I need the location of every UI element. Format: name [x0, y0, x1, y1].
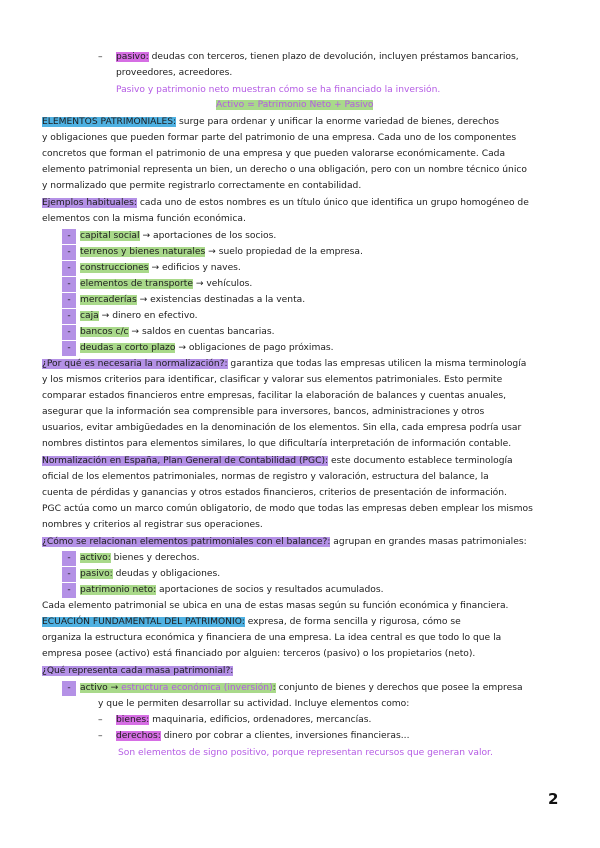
pgc-heading: Normalización en España, Plan General de Contabilidad (PGC):: [42, 456, 329, 466]
normalizacion-text-2: y los mismos criterios para identificar, clasificar y valorar sus elementos patrimoniales. Esto permite: [42, 375, 503, 385]
equation-line: [216, 98, 373, 114]
list-item: [62, 309, 198, 325]
derechos-text: dinero por cobrar a clientes, inversiones financieras...: [160, 731, 410, 741]
equation: Activo = Patrimonio Neto + Pasivo: [216, 100, 374, 110]
page-number: 2: [548, 790, 559, 808]
item-term: elementos de transporte: [80, 279, 193, 289]
masas-heading: ¿Qué representa cada masa patrimonial?:: [42, 666, 234, 676]
list-item: [62, 293, 305, 309]
ejemplos-text-2: elementos con la misma función económica.: [42, 214, 246, 224]
bullet-dash: -: [62, 681, 76, 696]
elementos-text: surge para ordenar y unificar la enorme variedad de bienes, derechos: [176, 117, 499, 127]
item-text: → suelo propiedad de la empresa.: [205, 247, 363, 257]
item-text: → obligaciones de pago próximas.: [175, 343, 334, 353]
item-text: → saldos en cuentas bancarias.: [128, 327, 275, 337]
item-term: mercaderías: [80, 295, 137, 305]
elementos-text-2: y obligaciones que pueden formar parte del patrimonio de una empresa. Cada uno de los componentes: [42, 133, 517, 143]
normalizacion-heading: ¿Por qué es necesaria la normalización?:: [42, 359, 228, 369]
normalizacion-text-3: comparar estados financieros entre empresas, facilitar la elaboración de balances y cuentas anuales,: [42, 391, 507, 401]
pgc-text-5: nombres y criterios al registrar sus operaciones.: [42, 520, 263, 530]
bullet-dash: -: [62, 325, 76, 340]
list-item: [62, 245, 363, 261]
bullet-dash: -: [62, 551, 76, 566]
item-term: construcciones: [80, 263, 149, 273]
bullet-dash: -: [62, 261, 76, 276]
activo-colon: :: [272, 683, 276, 693]
derechos-term: derechos:: [116, 731, 161, 741]
activo-text-2: y que le permiten desarrollar su actividad. Incluye elementos como:: [98, 699, 410, 709]
item-text: → vehículos.: [192, 279, 253, 289]
bullet-dash: -: [62, 293, 76, 308]
bullet-dash: –: [98, 731, 103, 741]
ecuacion-text-2: organiza la estructura económica y financiera de una empresa. La idea central es que todo lo que la: [42, 633, 502, 643]
bullet-dash: -: [62, 567, 76, 582]
list-item: [62, 325, 275, 341]
ejemplos-heading: Ejemplos habituales:: [42, 198, 138, 208]
bullet-dash: -: [62, 229, 76, 244]
bullet-dash: -: [62, 245, 76, 260]
ecuacion-text: expresa, de forma sencilla y rigurosa, cómo se: [244, 617, 461, 627]
pgc-text-3: cuenta de pérdidas y ganancias y otros estados financieros, criterios de presentación de información.: [42, 488, 507, 498]
activo-text: conjunto de bienes y derechos que posee la empresa: [275, 683, 523, 693]
bullet-dash: -: [62, 341, 76, 356]
item-term: terrenos y bienes naturales: [80, 247, 206, 257]
item-text: aportaciones de socios y resultados acumulados.: [156, 585, 384, 595]
item-text: → dinero en efectivo.: [98, 311, 198, 321]
ecuacion-text-3: empresa posee (activo) está financiado por alguien: terceros (pasivo) o los propietarios (neto).: [42, 649, 476, 659]
list-item: [62, 341, 334, 357]
item-term: activo:: [80, 553, 111, 563]
item-text: bienes y derechos.: [110, 553, 200, 563]
elementos-text-5: y normalizado que permite registrarlo correctamente en contabilidad.: [42, 181, 362, 191]
pasivo-text: deudas con terceros, tienen plazo de devolución, incluyen préstamos bancarios,: [148, 52, 519, 62]
list-item: [62, 229, 276, 245]
bullet-dash: -: [62, 277, 76, 292]
activo-highlight: [80, 683, 276, 693]
list-item: [62, 277, 252, 293]
normalizacion-text-6: nombres distintos para elementos similares, lo que dificultaría interpretación de información contable.: [42, 439, 512, 449]
item-text: → existencias destinadas a la venta.: [136, 295, 306, 305]
normalizacion-text: garantiza que todas las empresas utilicen la misma terminología: [227, 359, 527, 369]
arrow: →: [107, 683, 122, 693]
masas-heading-line: [42, 664, 233, 680]
bullet-dash: -: [62, 309, 76, 324]
financing-note: Pasivo y patrimonio neto muestran cómo se ha financiado la inversión.: [116, 85, 441, 95]
list-item: [62, 261, 241, 277]
pasivo-term: pasivo:: [116, 52, 149, 62]
normalizacion-text-4: asegurar que la información sea comprensible para inversores, bancos, administraciones y otros: [42, 407, 485, 417]
item-text: → edificios y naves.: [148, 263, 241, 273]
bullet-dash: -: [62, 583, 76, 598]
normalizacion-paragraph: [42, 357, 526, 373]
activo-structure: estructura económica (inversión): [121, 683, 273, 693]
item-text: → aportaciones de los socios.: [139, 231, 277, 241]
ejemplos-paragraph: [42, 196, 529, 212]
list-item: [62, 551, 200, 567]
elementos-paragraph: [42, 115, 499, 131]
ecuacion-heading: ECUACIÓN FUNDAMENTAL DEL PATRIMONIO:: [42, 617, 245, 627]
bienes-term: bienes:: [116, 715, 150, 725]
ejemplos-text: cada uno de estos nombres es un título único que identifica un grupo homogéneo de: [137, 198, 529, 208]
balance-closing: Cada elemento patrimonial se ubica en una de estas masas según su función económica y financiera.: [42, 601, 509, 611]
item-term: caja: [80, 311, 99, 321]
pgc-text: este documento establece terminología: [328, 456, 513, 466]
pasivo-bullet: [98, 50, 519, 66]
item-term: patrimonio neto:: [80, 585, 157, 595]
pgc-paragraph: [42, 454, 513, 470]
balance-heading: ¿Cómo se relacionan elementos patrimoniales con el balance?:: [42, 537, 331, 547]
list-item: [62, 567, 220, 583]
balance-paragraph: [42, 535, 527, 551]
pgc-text-2: oficial de los elementos patrimoniales, normas de registro y valoración, estructura del balance, la: [42, 472, 489, 482]
activo-item: [62, 681, 523, 697]
bullet-dash: –: [98, 715, 103, 725]
balance-text: agrupan en grandes masas patrimoniales:: [330, 537, 527, 547]
derechos-item: [98, 729, 409, 745]
activo-term: activo: [80, 683, 108, 693]
elementos-text-4: elemento patrimonial representa un bien, un derecho o una obligación, pero con un nombre técnico único: [42, 165, 527, 175]
positive-sign-note: Son elementos de signo positivo, porque representan recursos que generan valor.: [118, 748, 493, 758]
elementos-text-3: concretos que forman el patrimonio de una empresa y que pueden valorarse económicamente. Cada: [42, 149, 506, 159]
bienes-text: maquinaria, edificios, ordenadores, mercancías.: [149, 715, 372, 725]
ecuacion-paragraph: [42, 615, 461, 631]
item-term: pasivo:: [80, 569, 113, 579]
bienes-item: [98, 713, 371, 729]
item-term: capital social: [80, 231, 140, 241]
item-text: deudas y obligaciones.: [112, 569, 221, 579]
pasivo-text-cont: proveedores, acreedores.: [116, 68, 233, 78]
list-item: [62, 583, 384, 599]
bullet-dash: –: [98, 52, 103, 62]
normalizacion-text-5: usuarios, evitar ambigüedades en la denominación de los elementos. Sin ella, cada empresa podría usar: [42, 423, 522, 433]
elementos-heading: ELEMENTOS PATRIMONIALES:: [42, 117, 177, 127]
pgc-text-4: PGC actúa como un marco común obligatorio, de modo que todas las empresas deben emplear los mismos: [42, 504, 533, 514]
item-term: bancos c/c: [80, 327, 129, 337]
item-term: deudas a corto plazo: [80, 343, 176, 353]
